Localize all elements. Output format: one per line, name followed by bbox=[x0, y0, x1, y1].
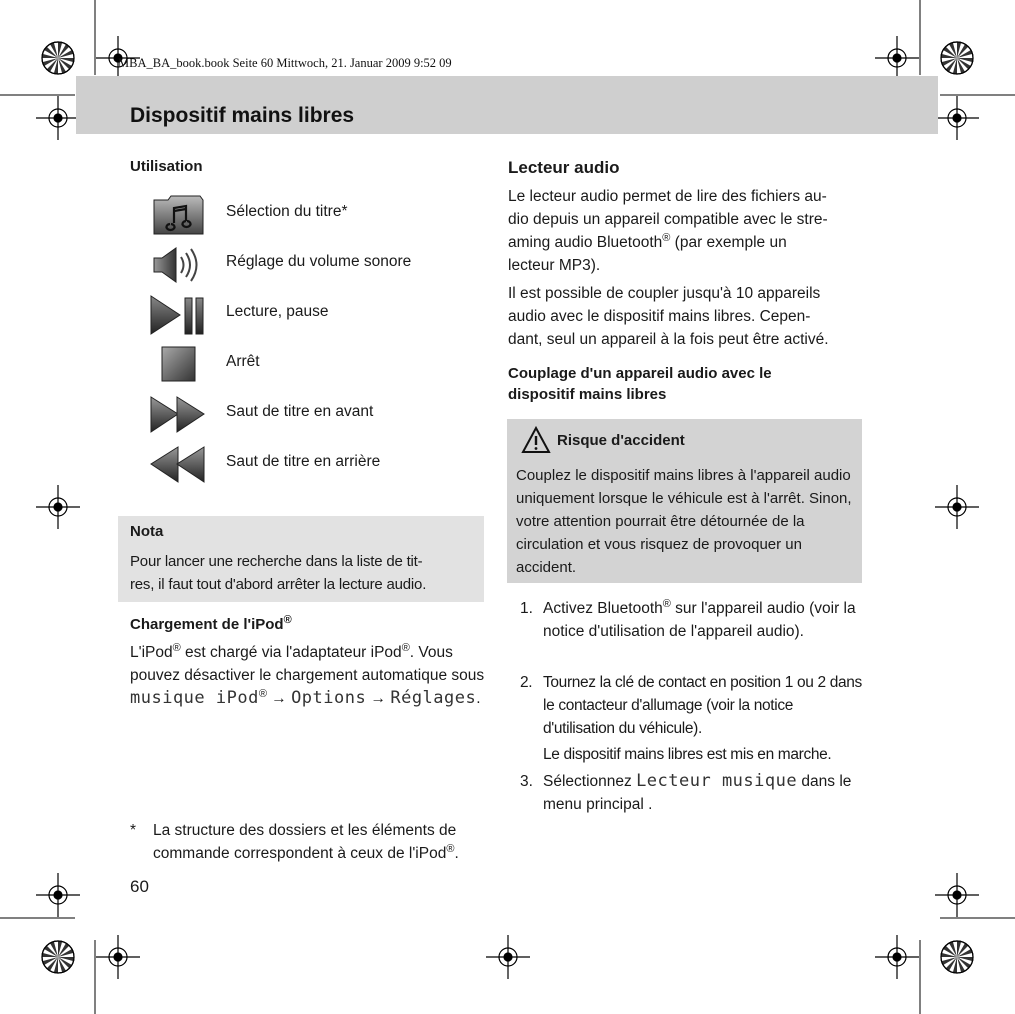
text-line: lecteur MP3). bbox=[508, 257, 601, 274]
text-run: (par exemple un bbox=[670, 234, 787, 251]
text-run: . bbox=[476, 690, 481, 707]
couplage-heading bbox=[508, 363, 772, 405]
footnote bbox=[130, 819, 490, 865]
starburst-mark bbox=[941, 941, 973, 973]
heading-line: dispositif mains libres bbox=[508, 386, 667, 403]
nota-box bbox=[118, 516, 484, 602]
text-line: dio depuis un appareil compatible avec le stre- bbox=[508, 211, 828, 228]
stop-icon bbox=[148, 342, 208, 386]
icon-label: Réglage du volume sonore bbox=[226, 253, 412, 270]
icon-label: Saut de titre en arrière bbox=[226, 453, 381, 470]
volume-icon bbox=[148, 242, 208, 286]
ipod-heading bbox=[130, 616, 292, 633]
text-line: Il est possible de coupler jusqu'à 10 appareils bbox=[508, 285, 821, 302]
crosshair-mark bbox=[36, 485, 80, 529]
music-folder-icon bbox=[148, 192, 208, 236]
ipod-heading-text: Chargement de l'iPod bbox=[130, 616, 284, 633]
text-run: L'iPod bbox=[130, 644, 173, 661]
arrow-icon: → bbox=[370, 690, 387, 707]
menu-path-lecteur-musique: Lecteur musique bbox=[636, 771, 798, 791]
warning-box bbox=[507, 419, 862, 583]
registered-mark: ® bbox=[662, 231, 671, 244]
nota-line: res, il faut tout d'abord arrêter la lecture audio. bbox=[130, 576, 427, 593]
registered-mark: ® bbox=[258, 687, 267, 700]
text-line: dant, seul un appareil à la fois peut être activé. bbox=[508, 331, 829, 348]
nota-title: Nota bbox=[130, 523, 164, 540]
icon-label: Sélection du titre* bbox=[226, 203, 348, 220]
text-run: aming audio Bluetooth bbox=[508, 234, 663, 251]
crosshair-mark bbox=[486, 935, 530, 979]
crosshair-mark bbox=[96, 935, 140, 979]
icon-row-forward bbox=[148, 392, 488, 436]
lecteur-paragraph-1 bbox=[508, 185, 868, 277]
step-result-text: Le dispositif mains libres est mis en marche. bbox=[543, 746, 832, 763]
fast-forward-icon bbox=[148, 392, 208, 436]
registered-mark: ® bbox=[172, 641, 181, 654]
registered-mark: ® bbox=[401, 641, 410, 654]
step-text: Tournez la clé de contact en position 1 ou 2 dans le contacteur d'allumage (voir la notice d'utilisation du véhicule). bbox=[543, 674, 862, 737]
lecteur-paragraph-2 bbox=[508, 282, 868, 351]
starburst-mark bbox=[941, 42, 973, 74]
text-line: Le lecteur audio permet de lire des fichiers au- bbox=[508, 188, 827, 205]
nota-line: Pour lancer une recherche dans la liste de tit- bbox=[130, 553, 423, 570]
text-run: Activez Bluetooth bbox=[543, 600, 663, 617]
registered-mark: ® bbox=[662, 597, 671, 610]
registered-mark: ® bbox=[283, 614, 292, 626]
step-number: 2. bbox=[520, 674, 533, 691]
footnote-marker: * bbox=[130, 822, 137, 839]
text-line bbox=[508, 231, 868, 254]
lecteur-heading: Lecteur audio bbox=[508, 158, 620, 177]
icon-label: Arrêt bbox=[226, 353, 260, 370]
starburst-mark bbox=[42, 941, 74, 973]
step-number: 1. bbox=[520, 600, 533, 617]
warning-text: Couplez le dispositif mains libres à l'appareil audio uniquement lorsque le véhicule est à l'arrêt. Sinon, votre attention pourrait être détournée de la circulation et vous risquez de provoquer un accident. bbox=[516, 467, 852, 576]
footnote-text bbox=[153, 819, 490, 865]
warning-title: Risque d'accident bbox=[557, 432, 685, 449]
step-text bbox=[543, 597, 863, 643]
text-line: audio avec le dispositif mains libres. Cepen- bbox=[508, 308, 811, 325]
menu-path-options: Options bbox=[291, 688, 367, 708]
crosshair-mark bbox=[935, 485, 979, 529]
crosshair-mark bbox=[875, 935, 919, 979]
icon-label: Lecture, pause bbox=[226, 303, 329, 320]
step-number: 3. bbox=[520, 773, 533, 790]
arrow-icon: → bbox=[271, 690, 287, 707]
page-title: Dispositif mains libres bbox=[130, 104, 355, 127]
page-number: 60 bbox=[130, 877, 149, 896]
warning-triangle-icon bbox=[521, 426, 551, 454]
icon-row-track-select bbox=[148, 192, 488, 236]
text-run: Sélectionnez bbox=[543, 773, 637, 790]
text-run: sur l'appareil audio (voir la notice d'utilisation de l'appareil audio). bbox=[543, 600, 856, 640]
file-info-header: MBA_BA_book.book Seite 60 Mittwoch, 21. Januar 2009 9:52 09 bbox=[118, 56, 452, 70]
menu-path-ipod-music: musique iPod bbox=[130, 688, 259, 708]
nota-text bbox=[130, 550, 480, 596]
text-run: La structure des dossiers et les éléments de commande correspondent à ceux de l'iPod bbox=[153, 822, 457, 862]
icon-label: Saut de titre en avant bbox=[226, 403, 374, 420]
text-run: dans le menu principal . bbox=[543, 773, 852, 813]
crosshair-mark bbox=[36, 96, 80, 140]
starburst-mark bbox=[42, 42, 74, 74]
utilisation-heading: Utilisation bbox=[130, 158, 203, 175]
registered-mark: ® bbox=[446, 842, 455, 855]
text-run: . bbox=[454, 845, 459, 862]
crosshair-mark bbox=[935, 873, 979, 917]
menu-path-reglages: Réglages bbox=[390, 688, 477, 708]
icon-row-stop bbox=[148, 342, 488, 386]
play-pause-icon bbox=[148, 292, 208, 336]
text-run: . Vous pouvez désactiver le chargement automatique sous bbox=[130, 644, 485, 684]
ipod-paragraph bbox=[130, 641, 488, 710]
icon-row-rewind bbox=[148, 442, 488, 486]
icon-row-volume bbox=[148, 242, 488, 286]
crosshair-mark bbox=[935, 96, 979, 140]
heading-line: Couplage d'un appareil audio avec le bbox=[508, 365, 772, 382]
crosshair-mark bbox=[36, 873, 80, 917]
icon-row-play-pause bbox=[148, 292, 488, 336]
crosshair-mark bbox=[875, 36, 919, 80]
step-text bbox=[543, 770, 863, 816]
rewind-icon bbox=[148, 442, 208, 486]
text-run: est chargé via l'adaptateur iPod bbox=[180, 644, 402, 661]
